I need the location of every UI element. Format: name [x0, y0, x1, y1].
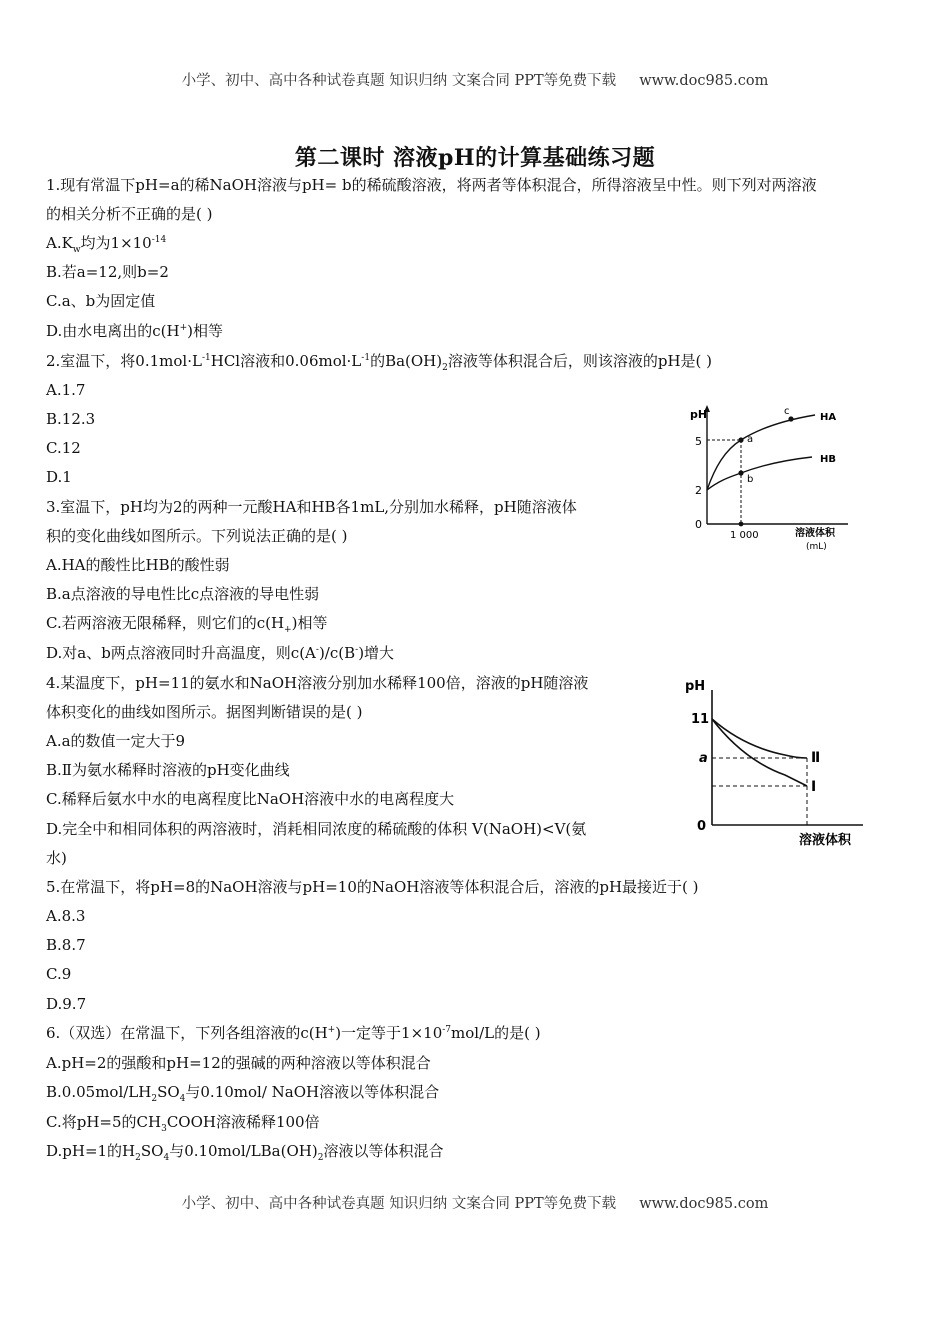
fig1-label-c: c: [784, 406, 790, 417]
q6-d-post: 溶液以等体积混合: [323, 1142, 444, 1160]
q3-d-post: )增大: [358, 644, 395, 662]
q1-stem-line2: 的相关分析不正确的是( ): [46, 205, 213, 223]
q5-option-a: A.8.3: [46, 907, 86, 925]
q6-b-sub2: 4: [179, 1094, 186, 1104]
q6-s2-sup: -7: [442, 1025, 452, 1035]
q2-s2: HCl溶液和0.06mol·L: [210, 352, 362, 370]
q6-s1-sup: +: [327, 1025, 336, 1035]
q6-s2: )一定等于1×10: [335, 1024, 443, 1042]
header-text: 小学、初中、高中各种试卷真题 知识归纳 文案合同 PPT等免费下载: [181, 73, 617, 89]
q6-d-sub1: 2: [135, 1153, 141, 1163]
fig1-label-ha: HA: [820, 412, 837, 423]
q6-d-mid2: 与0.10mol/LBa(OH): [169, 1142, 318, 1160]
q6-option-d: [46, 1141, 443, 1161]
q3-d-sup2: -: [355, 645, 359, 655]
fig2-label-ii: Ⅱ: [811, 750, 821, 766]
fig1-point-c: [788, 416, 793, 421]
fig2-label-i: I: [811, 779, 817, 795]
page-header: [0, 69, 950, 90]
q2-s1-sup: -1: [201, 353, 211, 363]
fig2-xlabel: 溶液体积: [799, 833, 852, 848]
document-title: 第二课时 溶液pH的计算基础练习题: [294, 145, 656, 171]
fig2-tick-11: 11: [691, 712, 710, 727]
q1-a-sub: w: [72, 245, 81, 255]
q6-d-sub2: 4: [163, 1153, 170, 1163]
q2-option-d: D.1: [46, 468, 72, 486]
fig1-tick-2: 2: [695, 484, 702, 497]
q6-d-mid: SO: [140, 1142, 164, 1160]
q3-option-a: A.HA的酸性比HB的酸性弱: [46, 556, 230, 574]
q1-a-sup: -14: [151, 235, 167, 245]
q3-c-post: )相等: [291, 614, 328, 632]
q2-option-b: B.12.3: [46, 410, 96, 428]
fig1-label-b: b: [747, 474, 754, 485]
q3-c-pre: C.若两溶液无限稀释，则它们的c(H: [46, 614, 285, 632]
q1-option-d: [46, 321, 223, 341]
q2-s1: 2.室温下，将0.1mol·L: [46, 352, 202, 370]
q6-b-mid: SO: [157, 1083, 180, 1101]
q3-d-sup1: -: [315, 645, 319, 655]
q6-option-c: [46, 1112, 320, 1132]
q6-d-sub3: 2: [317, 1153, 324, 1163]
q1-a-pre: A.K: [46, 234, 73, 252]
q6-s3: mol/L的是( ): [451, 1024, 541, 1042]
q3-stem-line1: 3.室温下，pH均为2的两种一元酸HA和HB各1mL,分别加水稀释，pH随溶液体: [46, 498, 577, 516]
q5-option-d: D.9.7: [46, 995, 87, 1013]
figure-ha-hb-dilution: [690, 402, 860, 562]
q6-c-sub: 3: [161, 1124, 167, 1134]
q1-option-a: [46, 233, 166, 253]
fig1-ylabel: pH: [690, 408, 708, 421]
q4-stem-line2: 体积变化的曲线如图所示。据图判断错误的是( ): [46, 703, 363, 721]
fig2-curve-i: [712, 719, 807, 786]
q1-d-post: )相等: [187, 322, 224, 340]
q5-option-b: B.8.7: [46, 936, 86, 954]
fig1-tick-5: 5: [695, 435, 702, 448]
q6-stem: [46, 1023, 541, 1043]
q1-stem-line1: 1.现有常温下pH=a的稀NaOH溶液与pH= b的稀硫酸溶液，将两者等体积混合，所得溶液呈中性。则下列对两溶液: [46, 176, 817, 194]
q6-b-post: 与0.10mol/ NaOH溶液以等体积混合: [185, 1083, 440, 1101]
q4-option-d-line1: D.完全中和相同体积的两溶液时，消耗相同浓度的稀硫酸的体积 V(NaOH)<V(氨: [46, 820, 587, 838]
fig2-tick-a: a: [699, 751, 708, 766]
footer-text: 小学、初中、高中各种试卷真题 知识归纳 文案合同 PPT等免费下载: [181, 1196, 617, 1212]
q3-option-b: B.a点溶液的导电性比c点溶液的导电性弱: [46, 585, 320, 603]
q3-d-pre: D.对a、b两点溶液同时升高温度，则c(A: [46, 644, 316, 662]
fig1-point-x1000: [739, 522, 744, 527]
fig1-label-hb: HB: [820, 454, 836, 465]
fig1-label-a: a: [747, 434, 754, 445]
q6-b-sub1: 2: [151, 1094, 158, 1104]
q6-b-pre: B.0.05mol/LH: [46, 1083, 152, 1101]
page-footer: [0, 1192, 950, 1213]
figure-ammonia-naoh-dilution: [685, 674, 870, 854]
q1-d-sup: +: [179, 323, 188, 333]
footer-site-link[interactable]: www.doc985.com: [639, 1196, 769, 1212]
q2-s3-sub: 2: [442, 363, 448, 373]
q4-option-a: A.a的数值一定大于9: [46, 732, 186, 750]
fig1-point-b: [738, 470, 743, 475]
q6-d-pre: D.pH=1的H: [46, 1142, 136, 1160]
fig2-curve-ii: [712, 719, 807, 758]
q3-stem-line2: 积的变化曲线如图所示。下列说法正确的是( ): [46, 527, 348, 545]
q4-option-c: C.稀释后氨水中水的电离程度比NaOH溶液中水的电离程度大: [46, 790, 455, 808]
fig1-xlabel: 溶液体积: [795, 528, 835, 539]
q6-option-a: A.pH=2的强酸和pH=12的强碱的两种溶液以等体积混合: [46, 1054, 431, 1072]
q2-s4: 溶液等体积混合后，则该溶液的pH是( ): [447, 352, 713, 370]
q3-d-mid: )/c(B: [318, 644, 356, 662]
q4-stem-line1: 4.某温度下，pH=11的氨水和NaOH溶液分别加水稀释100倍，溶液的pH随溶液: [46, 674, 589, 692]
q1-option-b: B.若a=12,则b=2: [46, 263, 169, 281]
q4-option-b: B.Ⅱ为氨水稀释时溶液的pH变化曲线: [46, 761, 290, 779]
fig2-origin: 0: [697, 819, 707, 834]
q2-option-a: A.1.7: [46, 381, 86, 399]
q6-c-post: COOH溶液稀释100倍: [166, 1113, 320, 1131]
q3-option-c: [46, 613, 327, 633]
fig1-origin: 0: [695, 518, 702, 531]
q5-option-c: C.9: [46, 965, 72, 983]
fig1-curve-hb: [707, 457, 812, 490]
fig1-xunit: (mL): [806, 542, 827, 552]
q1-a-mid: 均为1×10: [80, 234, 152, 252]
q6-option-b: [46, 1082, 439, 1102]
fig1-point-a: [738, 437, 743, 442]
q1-option-c: C.a、b为固定值: [46, 292, 156, 310]
header-site-link[interactable]: www.doc985.com: [639, 73, 769, 89]
fig2-ylabel: pH: [685, 679, 706, 694]
q5-stem: 5.在常温下，将pH=8的NaOH溶液与pH=10的NaOH溶液等体积混合后，溶液的pH最接近于( ): [46, 878, 699, 896]
fig1-curve-ha: [707, 415, 815, 490]
q3-c-sub: +: [284, 625, 292, 635]
q2-s2-sup: -1: [361, 353, 371, 363]
q6-c-pre: C.将pH=5的CH: [46, 1113, 162, 1131]
q1-d-pre: D.由水电离出的c(H: [46, 322, 180, 340]
q2-s3: 的Ba(OH): [370, 352, 443, 370]
fig1-xtick-1000: 1 000: [730, 530, 759, 541]
q2-option-c: C.12: [46, 439, 81, 457]
q6-s1: 6.（双选）在常温下，下列各组溶液的c(H: [46, 1024, 328, 1042]
q3-option-d: [46, 643, 394, 663]
q2-stem: [46, 351, 712, 371]
q4-option-d-line2: 水): [46, 849, 67, 867]
